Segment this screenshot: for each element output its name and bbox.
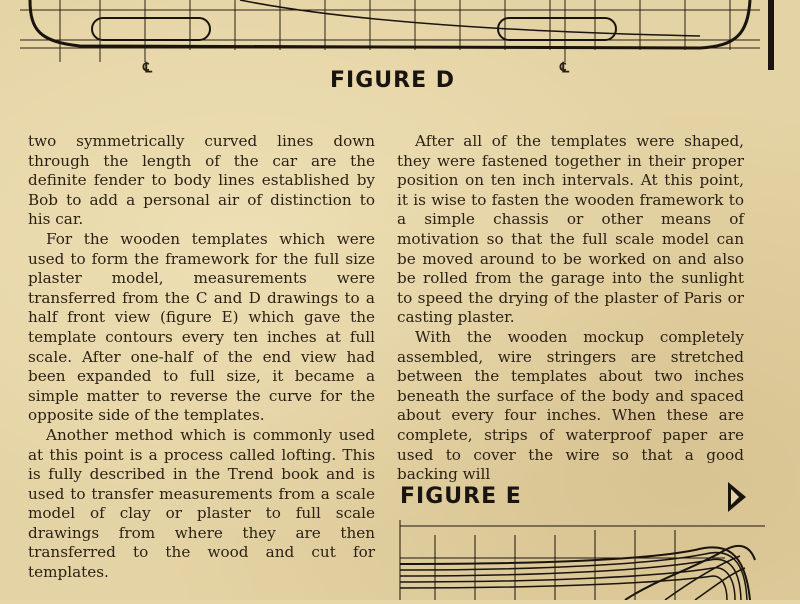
- paragraph: Another method which is commonly used at this point is a process called lofting. This is fully described in the Trend book and is used to transfer measurements from a scale model of clay or plaster to full scale drawings from where they are then transferred to the wood and cut for templates.: [28, 425, 375, 582]
- centerline-mark-left: ℄: [143, 60, 152, 76]
- paragraph: With the wooden mockup completely assembled, wire stringers are stretched between the templates about two inches beneath the surface of the body and spaced about every four inches. When these are complete, strips of waterproof paper are used to cover the wire so that a good backing will: [397, 327, 744, 484]
- paragraph: After all of the templates were shaped, they were fastened together in their proper position on ten inch intervals. At this point, it is wise to fasten the wooden framework to a simple chassis or other means of motivation so that the full scale model can be moved around to be worked on and also be rolled from the garage into the sunlight to speed the drying of the plaster of Paris or casting plaster.: [397, 132, 744, 327]
- figure-e-label: FIGURE E: [400, 484, 522, 509]
- right-text-column: [397, 132, 744, 485]
- paragraph: two symmetrically curved lines down through the length of the car are the definite fender to body lines established by Bob to add a personal air of distinction to his car.: [28, 132, 375, 229]
- left-text-column: [28, 132, 375, 583]
- figure-d-label: FIGURE D: [330, 68, 456, 93]
- centerline-mark-right: ℄: [560, 60, 569, 76]
- figure-d-drawing: [0, 0, 800, 75]
- right-arrow-icon: [726, 480, 748, 518]
- figure-e-drawing: [395, 520, 765, 600]
- paragraph: For the wooden templates which were used to form the framework for the full size plaster model, measurements were transferred from the C and D drawings to a half front view (figure E) which gave the template contours every ten inches at full scale. After one-half of the end view had been expanded to full size, it became a simple matter to reverse the curve for the opposite side of the templates.: [28, 229, 375, 425]
